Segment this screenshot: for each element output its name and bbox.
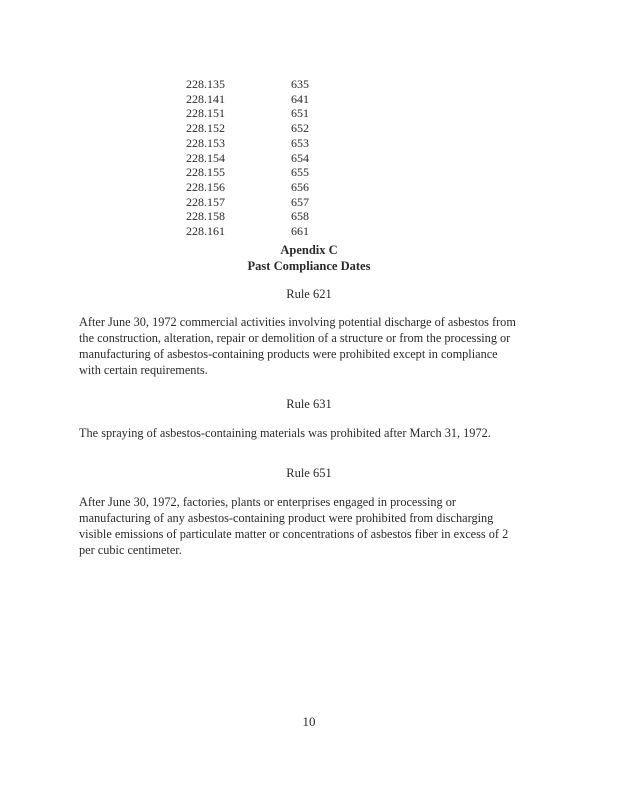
table-row (186, 106, 331, 121)
rule-paragraph: The spraying of asbestos-containing materials was prohibited after March 31, 1972. (79, 426, 491, 440)
rule-number: 652 (291, 121, 309, 136)
rule-heading: Rule 651 (286, 466, 332, 480)
section-number: 228.161 (186, 224, 225, 239)
rule-number: 651 (291, 106, 309, 121)
table-row (186, 136, 331, 151)
rule-paragraph: After June 30, 1972, factories, plants or enterprises engaged in processing or manufacturing of any asbestos-containing product were prohibited from discharging visible emissions of particulate matter or concentrations of asbestos fiber in excess of 2 per cubic centimeter. (79, 495, 509, 557)
table-row (186, 77, 331, 92)
rule-number: 654 (291, 150, 309, 165)
rule-number: 655 (291, 165, 309, 180)
section-rule-table (186, 77, 331, 239)
rule-number: 653 (291, 135, 309, 150)
section-number: 228.157 (186, 194, 225, 209)
appendix-subtitle: Past Compliance Dates (247, 259, 371, 273)
rule-heading: Rule 631 (286, 397, 332, 411)
rule-number: 661 (291, 224, 309, 239)
section-number: 228.155 (186, 165, 225, 180)
section-number: 228.141 (186, 91, 225, 106)
rule-number: 657 (291, 194, 309, 209)
section-number: 228.151 (186, 106, 225, 121)
appendix-title: Apendix C (280, 243, 338, 257)
table-row (186, 121, 331, 136)
rule-heading: Rule 621 (286, 287, 332, 301)
rule-number: 641 (291, 91, 309, 106)
section-number: 228.135 (186, 77, 225, 91)
rule-number: 658 (291, 209, 309, 224)
table-row (186, 151, 331, 166)
table-row (186, 180, 331, 195)
table-row (186, 92, 331, 107)
page-number: 10 (302, 714, 316, 729)
table-row (186, 224, 331, 239)
section-number: 228.154 (186, 150, 225, 165)
table-row (186, 209, 331, 224)
section-number: 228.156 (186, 179, 225, 194)
section-number: 228.153 (186, 135, 225, 150)
table-row (186, 165, 331, 180)
section-number: 228.152 (186, 121, 225, 136)
section-number: 228.158 (186, 209, 225, 224)
rule-number: 656 (291, 179, 309, 194)
rule-paragraph: After June 30, 1972 commercial activities involving potential discharge of asbestos from the construction, alteration, repair or demolition of a structure or from the processing or manufacturing of asbestos-containing products were prohibited except in compliance with certain requirements. (79, 315, 516, 377)
rule-number: 635 (291, 77, 309, 91)
table-row (186, 195, 331, 210)
